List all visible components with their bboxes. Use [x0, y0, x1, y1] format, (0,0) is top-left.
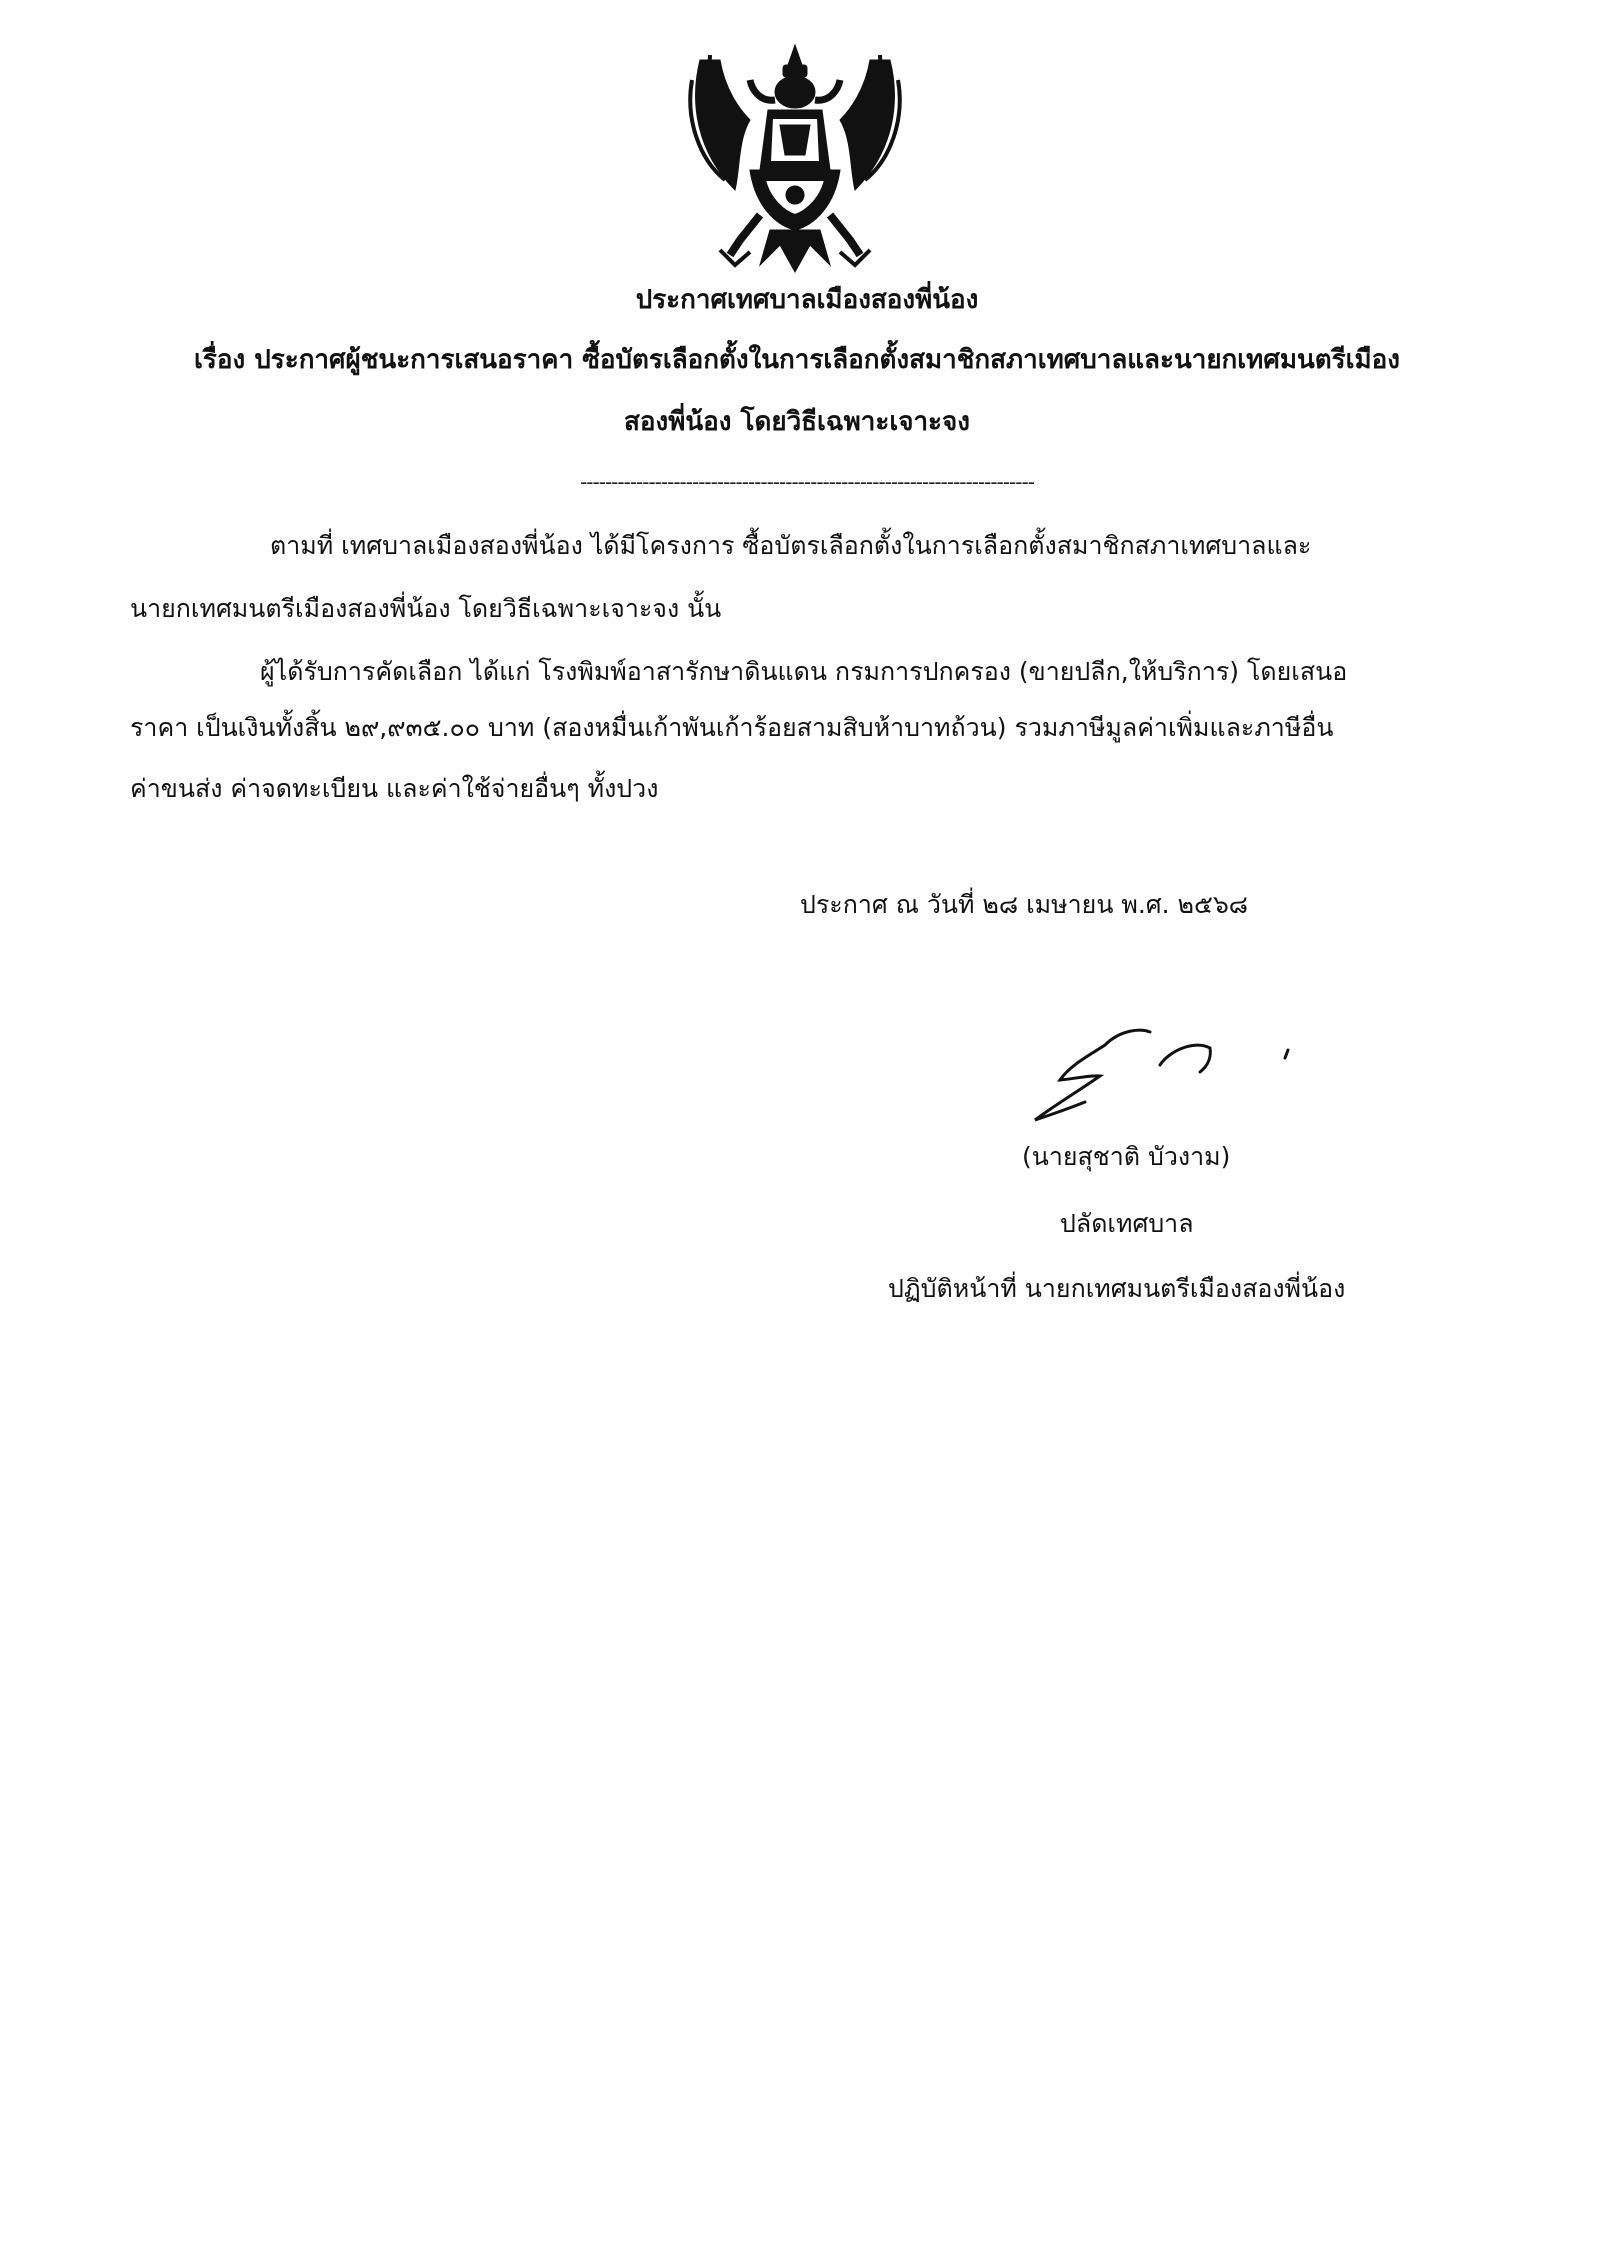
paragraph-1-line-2: นายกเทศมนตรีเมืองสองพี่น้อง โดยวิธีเฉพาะเจาะจง นั้น [130, 594, 722, 623]
announcement-date: ประกาศ ณ วันที่ ๒๘ เมษายน พ.ศ. ๒๕๖๘ [800, 890, 1249, 919]
paragraph-2-line-2: ราคา เป็นเงินทั้งสิ้น ๒๙,๙๓๕.๐๐ บาท (สองหมื่นเก้าพันเก้าร้อยสามสิบห้าบาทถ้วน) รวมภาษีมูลค่าเพิ่มและภาษีอื่น [130, 713, 1334, 742]
divider-line: ------------------------------------------------------------------------- [580, 470, 1034, 494]
garuda-emblem-icon [680, 40, 910, 275]
document-title: ประกาศเทศบาลเมืองสองพี่น้อง [635, 285, 979, 315]
signatory-name: (นายสุชาติ บัวงาม) [1022, 1142, 1231, 1171]
signatory-acting-role: ปฏิบัติหน้าที่ นายกเทศมนตรีเมืองสองพี่น้อง [888, 1274, 1346, 1303]
paragraph-2-line-1: ผู้ได้รับการคัดเลือก ได้แก่ โรงพิมพ์อาสารักษาดินแดน กรมการปกครอง (ขายปลีก,ให้บริการ) โดยเสนอ [260, 657, 1348, 686]
handwritten-signature [1030, 1020, 1310, 1130]
subject-line-1: เรื่อง ประกาศผู้ชนะการเสนอราคา ซื้อบัตรเลือกตั้งในการเลือกตั้งสมาชิกสภาเทศบาลและนายกเทศมนตรีเมือง [194, 345, 1400, 375]
signatory-position: ปลัดเทศบาล [1060, 1209, 1194, 1238]
paragraph-2-line-3: ค่าขนส่ง ค่าจดทะเบียน และค่าใช้จ่ายอื่นๆ ทั้งปวง [130, 774, 659, 803]
paragraph-1-line-1: ตามที่ เทศบาลเมืองสองพี่น้อง ได้มีโครงการ ซื้อบัตรเลือกตั้งในการเลือกตั้งสมาชิกสภาเทศบาลและ [270, 531, 1312, 560]
subject-line-2: สองพี่น้อง โดยวิธีเฉพาะเจาะจง [624, 407, 970, 437]
